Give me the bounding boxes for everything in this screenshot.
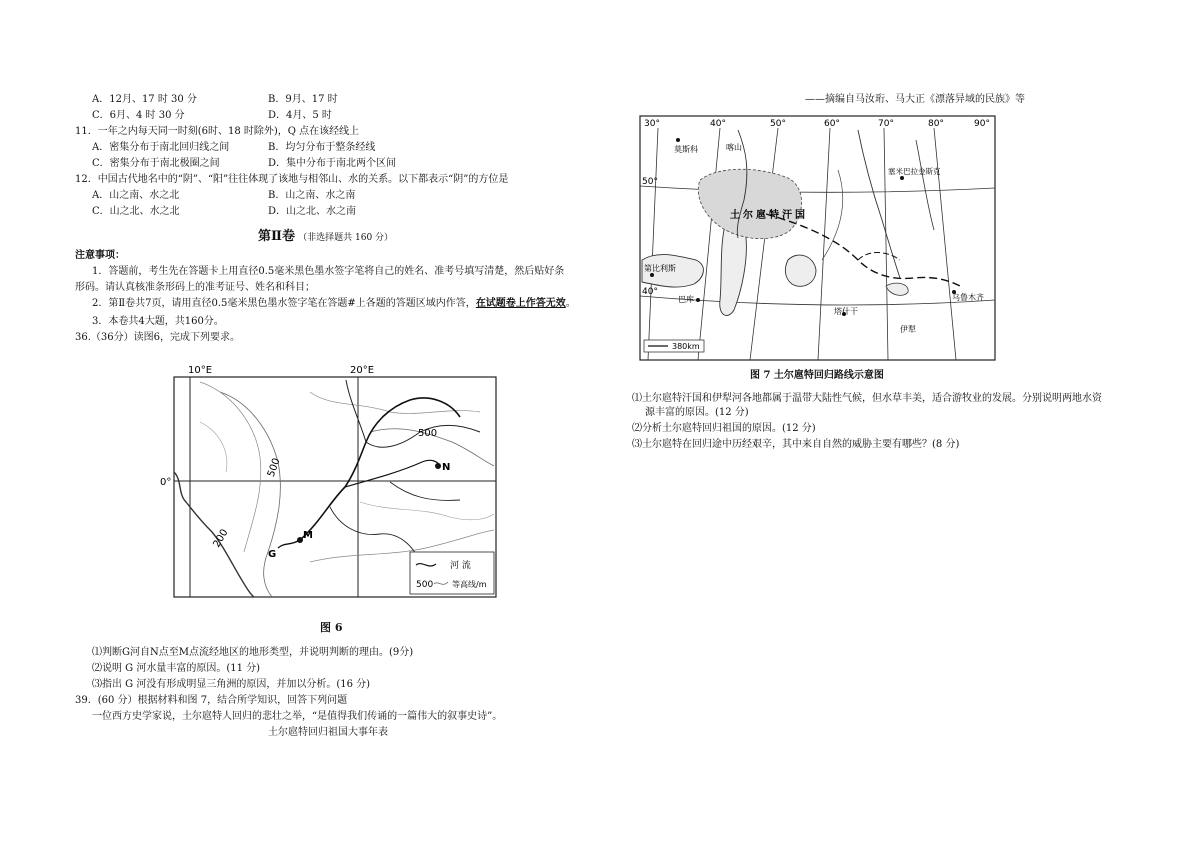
note-2 [92,298,576,310]
q39-stem: 39．(60 分）根据材料和图 7，结合所学知识，回答下列问题 [75,695,348,706]
q39-part-1a: ⑴土尔扈特汗国和伊犁河各地都属于温带大陆性气候，但水草丰美，适合游牧业的发展。分别说明两地水资 [632,393,1102,404]
moscow-label: 莫斯科 [674,145,698,154]
q39-part-3: ⑶土尔扈特在回归途中历经艰辛，其中来自自然的威胁主要有哪些？(8 分) [632,439,960,450]
lon-60-label: 60° [824,119,840,129]
source-citation: ——摘编自马汝珩、马大正《漂落异域的民族》等 [805,94,1025,105]
lon-20e-label: 20°E [350,365,375,376]
legend-contour-label: 等高线/m [452,580,487,589]
q10-option-c: C．6月、4 时 30 分 [92,110,185,121]
semipalatinsk-label: 塞米巴拉金斯克 [888,167,941,176]
q12-option-c: C．山之北、水之北 [92,206,180,217]
figure-6-map [160,362,500,602]
q12-option-b: B．山之南、水之南 [268,190,356,201]
aral-sea [785,255,816,286]
q10-option-d: D．4月、5 时 [268,110,332,121]
notes-title: 注意事项： [75,250,125,261]
q11-option-c: C．密集分布于南北极圈之间 [92,158,220,169]
note-2c: 。 [565,298,576,309]
semipalatinsk-marker [900,176,904,180]
q10-option-b: B．9月、17 时 [268,94,338,105]
point-m-label: M [303,530,313,541]
lon-80-label: 80° [928,119,944,129]
map6-legend [410,552,494,594]
kazan-label: 喀山 [726,143,742,152]
lat-40-label: 40° [642,287,658,297]
legend-river-label: 河 流 [450,561,471,571]
point-n-label: N [442,462,451,473]
q11-option-d: D．集中分布于南北两个区间 [268,158,397,169]
q36-stem: 36.（36分）读图6，完成下列要求。 [75,332,240,343]
note-1a: 1．答题前，考生先在答题卡上用直径0.5毫米黑色墨水签字笔将自己的姓名、准考号填写清楚，然后贴好条 [92,266,565,277]
lat-50-label: 50° [642,177,658,187]
legend-contour-value: 500 [416,580,434,590]
lat-0-label: 0° [160,477,172,488]
q39-part-1b: 源丰富的原因。(12 分) [645,407,749,418]
urumqi-label: 乌鲁木齐 [952,293,984,302]
lon-30-label: 30° [644,119,660,129]
lon-90-label: 90° [974,119,990,129]
q10-option-a: A．12月、17 时 30 分 [92,94,197,105]
contour-500-label-west: 500 [265,456,283,479]
q36-part-3: ⑶指出 G 河没有形成明显三角洲的原因，并加以分析。(16 分) [92,679,371,690]
q36-part-2: ⑵说明 G 河水量丰富的原因。(11 分) [92,663,261,674]
point-n-marker [435,463,441,469]
note-3: 3．本卷共4大题，共160分。 [92,316,224,327]
q36-part-1: ⑴判断G河自N点至M点流经地区的地形类型，并说明判断的理由。(9分) [92,647,414,658]
figure-7-map [638,110,998,362]
river-g-label: G [268,549,277,560]
tbilisi-marker [650,273,654,277]
torghut-khanate-label: 土尔扈特汗国 [730,210,808,221]
tashkent-label: 塔什干 [834,307,858,316]
part2-heading [258,225,393,244]
lon-10e-label: 10°E [188,365,213,376]
ili-label: 伊犁 [900,325,916,334]
part2-subtitle: （非选择题共 160 分） [298,233,394,243]
tbilisi-label: 第比利斯 [644,264,676,273]
note-2a: 2．第Ⅱ卷共7页，请用直径0.5毫米黑色墨水签字笔在答题#上各题的答题区域内作答， [92,298,476,309]
contour-200-label: 200 [211,527,231,550]
q39-table-title: 土尔扈特回归祖国大事年表 [268,727,388,738]
lon-40-label: 40° [710,119,726,129]
figure-7-caption: 图 7 土尔扈特回归路线示意图 [750,370,884,381]
q12-option-d: D．山之北、水之南 [268,206,357,217]
figure-6-caption: 图 6 [320,621,343,634]
q11-stem: 11．一年之内每天同一时刻(6时、18 时除外)，Q 点在该经线上 [75,126,360,137]
baku-label: 巴库 [678,295,694,304]
q12-stem: 12．中国古代地名中的“阴”、“阳”往往体现了该地与相邻山、水的关系。以下都表示“阴”的方位是 [75,174,509,185]
note-2-emphasis: 在试题卷上作答无效 [475,298,566,309]
lon-70-label: 70° [878,119,894,129]
scale-label: 380km [672,342,700,351]
part2-title: 第Ⅱ卷 [258,229,295,244]
contour-500-label-east: 500 [418,428,438,439]
moscow-marker [676,138,680,142]
q39-part-2: ⑵分析土尔扈特回归祖国的原因。(12 分) [632,423,816,434]
baku-marker [696,298,700,302]
q11-option-b: B．均匀分布于整条经线 [268,142,376,153]
q39-quote: 一位西方史学家说，土尔扈特人回归的悲壮之举，“是值得我们传诵的一篇伟大的叙事史诗”。 [92,711,503,722]
lon-50-label: 50° [770,119,786,129]
q12-option-a: A．山之南、水之北 [92,190,180,201]
note-1b: 形码。请认真核准条形码上的准考证号、姓名和科目； [75,282,315,293]
q11-option-a: A．密集分布于南北回归线之间 [92,142,230,153]
